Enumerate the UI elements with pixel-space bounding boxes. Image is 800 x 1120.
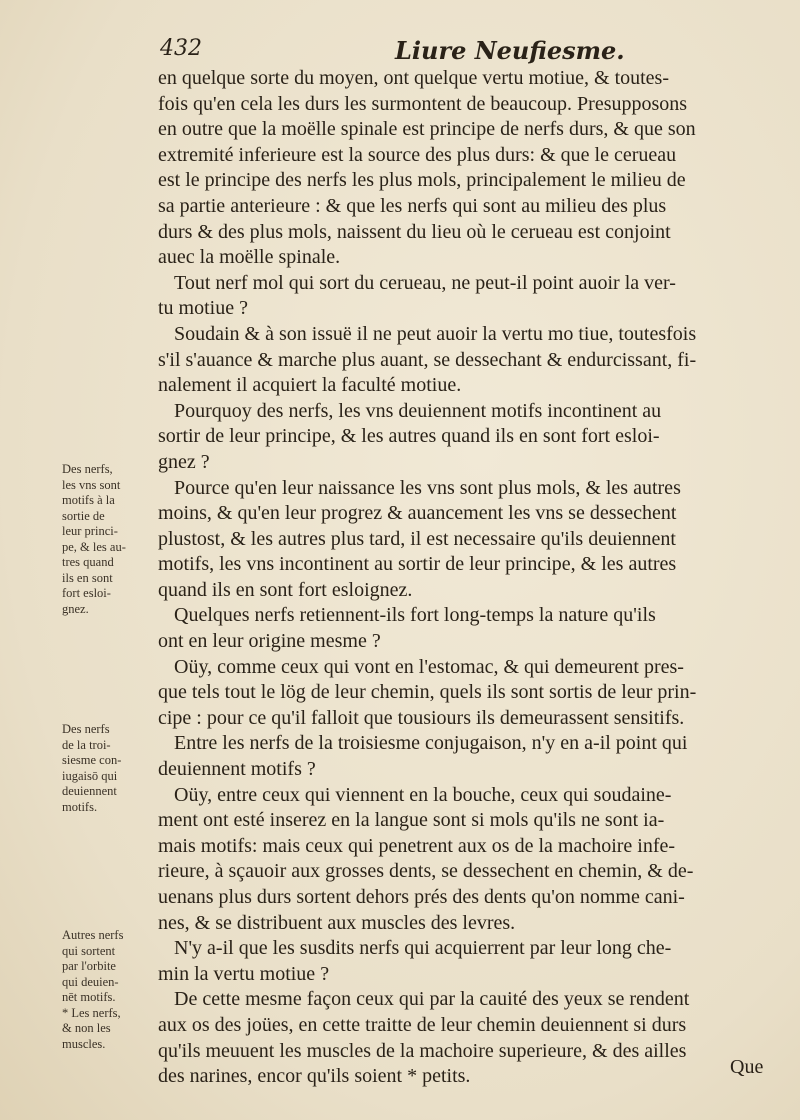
- text-line: moins, & qu'en leur progrez & auancement les vns se dessechent: [158, 502, 677, 525]
- margin-note-line: gnez.: [62, 601, 89, 616]
- text-line: cipe : pour ce qu'il falloit que tousiours ils demeurassent sensitifs.: [158, 706, 685, 729]
- text-line: rieure, à sçauoir aux grosses dents, se dessechent en chemin, & de-: [158, 860, 694, 883]
- margin-note-line: qui sortent: [62, 943, 116, 958]
- margin-note-line: sortie de: [62, 508, 105, 523]
- text-line: nalement il acquiert la faculté motiue.: [158, 374, 462, 397]
- margin-note-line: motifs à la: [62, 493, 115, 507]
- text-line: que tels tout le lög de leur chemin, quels ils sont sortis de leur prin-: [158, 681, 697, 704]
- margin-note-troisiesme-conjugaison: [62, 722, 152, 815]
- text-line: Oüy, entre ceux qui viennent en la bouche, ceux qui soudaine-: [174, 783, 672, 806]
- margin-note-line: motifs.: [62, 799, 98, 814]
- main-text-block: [158, 66, 770, 1090]
- text-line: Quelques nerfs retiennent-ils fort long-temps la nature qu'ils: [174, 604, 656, 627]
- margin-note-line: les vns sont: [62, 477, 121, 492]
- text-line: ment ont esté inserez en la langue sont si mols qu'ils ne sont ia-: [158, 809, 665, 832]
- text-line: s'il s'auance & marche plus auant, se dessechant & endurcissant, fi-: [158, 348, 697, 371]
- margin-note-line: Des nerfs: [62, 722, 110, 736]
- margin-note-line: par l'orbite: [62, 959, 116, 973]
- text-line: en quelque sorte du moyen, ont quelque vertu motiue, & toutes-: [158, 67, 669, 89]
- margin-note-line: leur princi-: [62, 524, 118, 538]
- margin-note-line: tres quand: [62, 555, 114, 569]
- text-line: Pource qu'en leur naissance les vns sont plus mols, & les autres: [174, 476, 681, 499]
- text-line: motifs, les vns incontinent au sortir de leur principe, & les autres: [158, 553, 677, 576]
- text-line: uenans plus durs sortent dehors prés des dents qu'on nomme cani-: [158, 886, 685, 908]
- text-line: N'y a-il que les susdits nerfs qui acquierrent par leur long che-: [174, 937, 672, 960]
- text-line: durs & des plus mols, naissent du lieu où le cerueau est conjoint: [158, 220, 671, 243]
- text-line: quand ils en sont fort esloignez.: [158, 578, 413, 601]
- text-line: Entre les nerfs de la troisiesme conjugaison, n'y en a-il point qui: [174, 732, 688, 755]
- text-line: ont en leur origine mesme ?: [158, 630, 381, 653]
- margin-note-line: & non les: [62, 1021, 111, 1035]
- text-line: extremité inferieure est la source des plus durs: & que le cerueau: [158, 143, 677, 166]
- text-line: min la vertu motiue ?: [158, 962, 330, 985]
- text-line: sa partie anterieure : & que les nerfs qui sont au milieu des plus: [158, 194, 667, 217]
- text-line: De cette mesme façon ceux qui par la cauité des yeux se rendent: [174, 988, 690, 1011]
- text-line: Pourquoy des nerfs, les vns deuiennent motifs incontinent au: [174, 399, 662, 422]
- margin-note-line: deuiennent: [62, 784, 117, 798]
- running-title: Liure Neufiesme.: [395, 36, 625, 65]
- page-number: 432: [160, 36, 202, 61]
- text-line: Oüy, comme ceux qui vont en l'estomac, & qui demeurent pres-: [174, 655, 684, 678]
- margin-note-line: pe, & les au-: [62, 539, 126, 554]
- text-line: auec la moëlle spinale.: [158, 246, 341, 269]
- margin-note-line: Autres nerfs: [62, 928, 124, 942]
- text-line: fois qu'en cela les durs les surmontent de beaucoup. Presupposons: [158, 92, 688, 115]
- text-line: aux os des joües, en cette traitte de leur chemin deuiennent si durs: [158, 1013, 687, 1036]
- text-line: qu'ils meuuent les muscles de la machoire superieure, & des ailles: [158, 1039, 687, 1062]
- margin-note-line: muscles.: [62, 1036, 106, 1051]
- text-line: sortir de leur principe, & les autres quand ils en sont fort esloi-: [158, 425, 660, 448]
- margin-note-line: siesme con-: [62, 753, 122, 767]
- text-line: tu motiue ?: [158, 297, 248, 320]
- margin-note-line: de la troi-: [62, 737, 111, 752]
- text-line: des narines, encor qu'ils soient * petits.: [158, 1065, 471, 1088]
- margin-note-line: ils en sont: [62, 570, 113, 585]
- text-line: gnez ?: [158, 450, 210, 473]
- margin-note-line: iugaisō qui: [62, 768, 118, 783]
- text-line: nes, & se distribuent aux muscles des levres.: [158, 911, 516, 934]
- catchword: Que: [730, 1056, 764, 1078]
- text-line: deuiennent motifs ?: [158, 758, 316, 781]
- text-line: est le principe des nerfs les plus mols, principalement le milieu de: [158, 169, 686, 192]
- page-header: [160, 36, 760, 70]
- margin-note-line: qui deuien-: [62, 974, 119, 989]
- margin-note-autres-nerfs: [62, 928, 152, 1052]
- text-line: mais motifs: mais ceux qui penetrent aux os de la machoire infe-: [158, 834, 676, 857]
- text-line: plustost, & les autres plus tard, il est necessaire qu'ils deuiennent: [158, 527, 676, 550]
- text-line: Tout nerf mol qui sort du cerueau, ne peut-il point auoir la ver-: [174, 271, 676, 294]
- margin-note-line: Des nerfs,: [62, 462, 113, 476]
- margin-note-nerfs-motifs: [62, 462, 152, 617]
- text-line: Soudain & à son issuë il ne peut auoir la vertu mo tiue, toutesfois: [174, 322, 697, 345]
- margin-note-line: fort esloi-: [62, 586, 111, 600]
- margin-note-line: nēt motifs.: [62, 990, 116, 1004]
- text-line: en outre que la moëlle spinale est principe de nerfs durs, & que son: [158, 118, 696, 141]
- margin-note-line: * Les nerfs,: [62, 1005, 121, 1020]
